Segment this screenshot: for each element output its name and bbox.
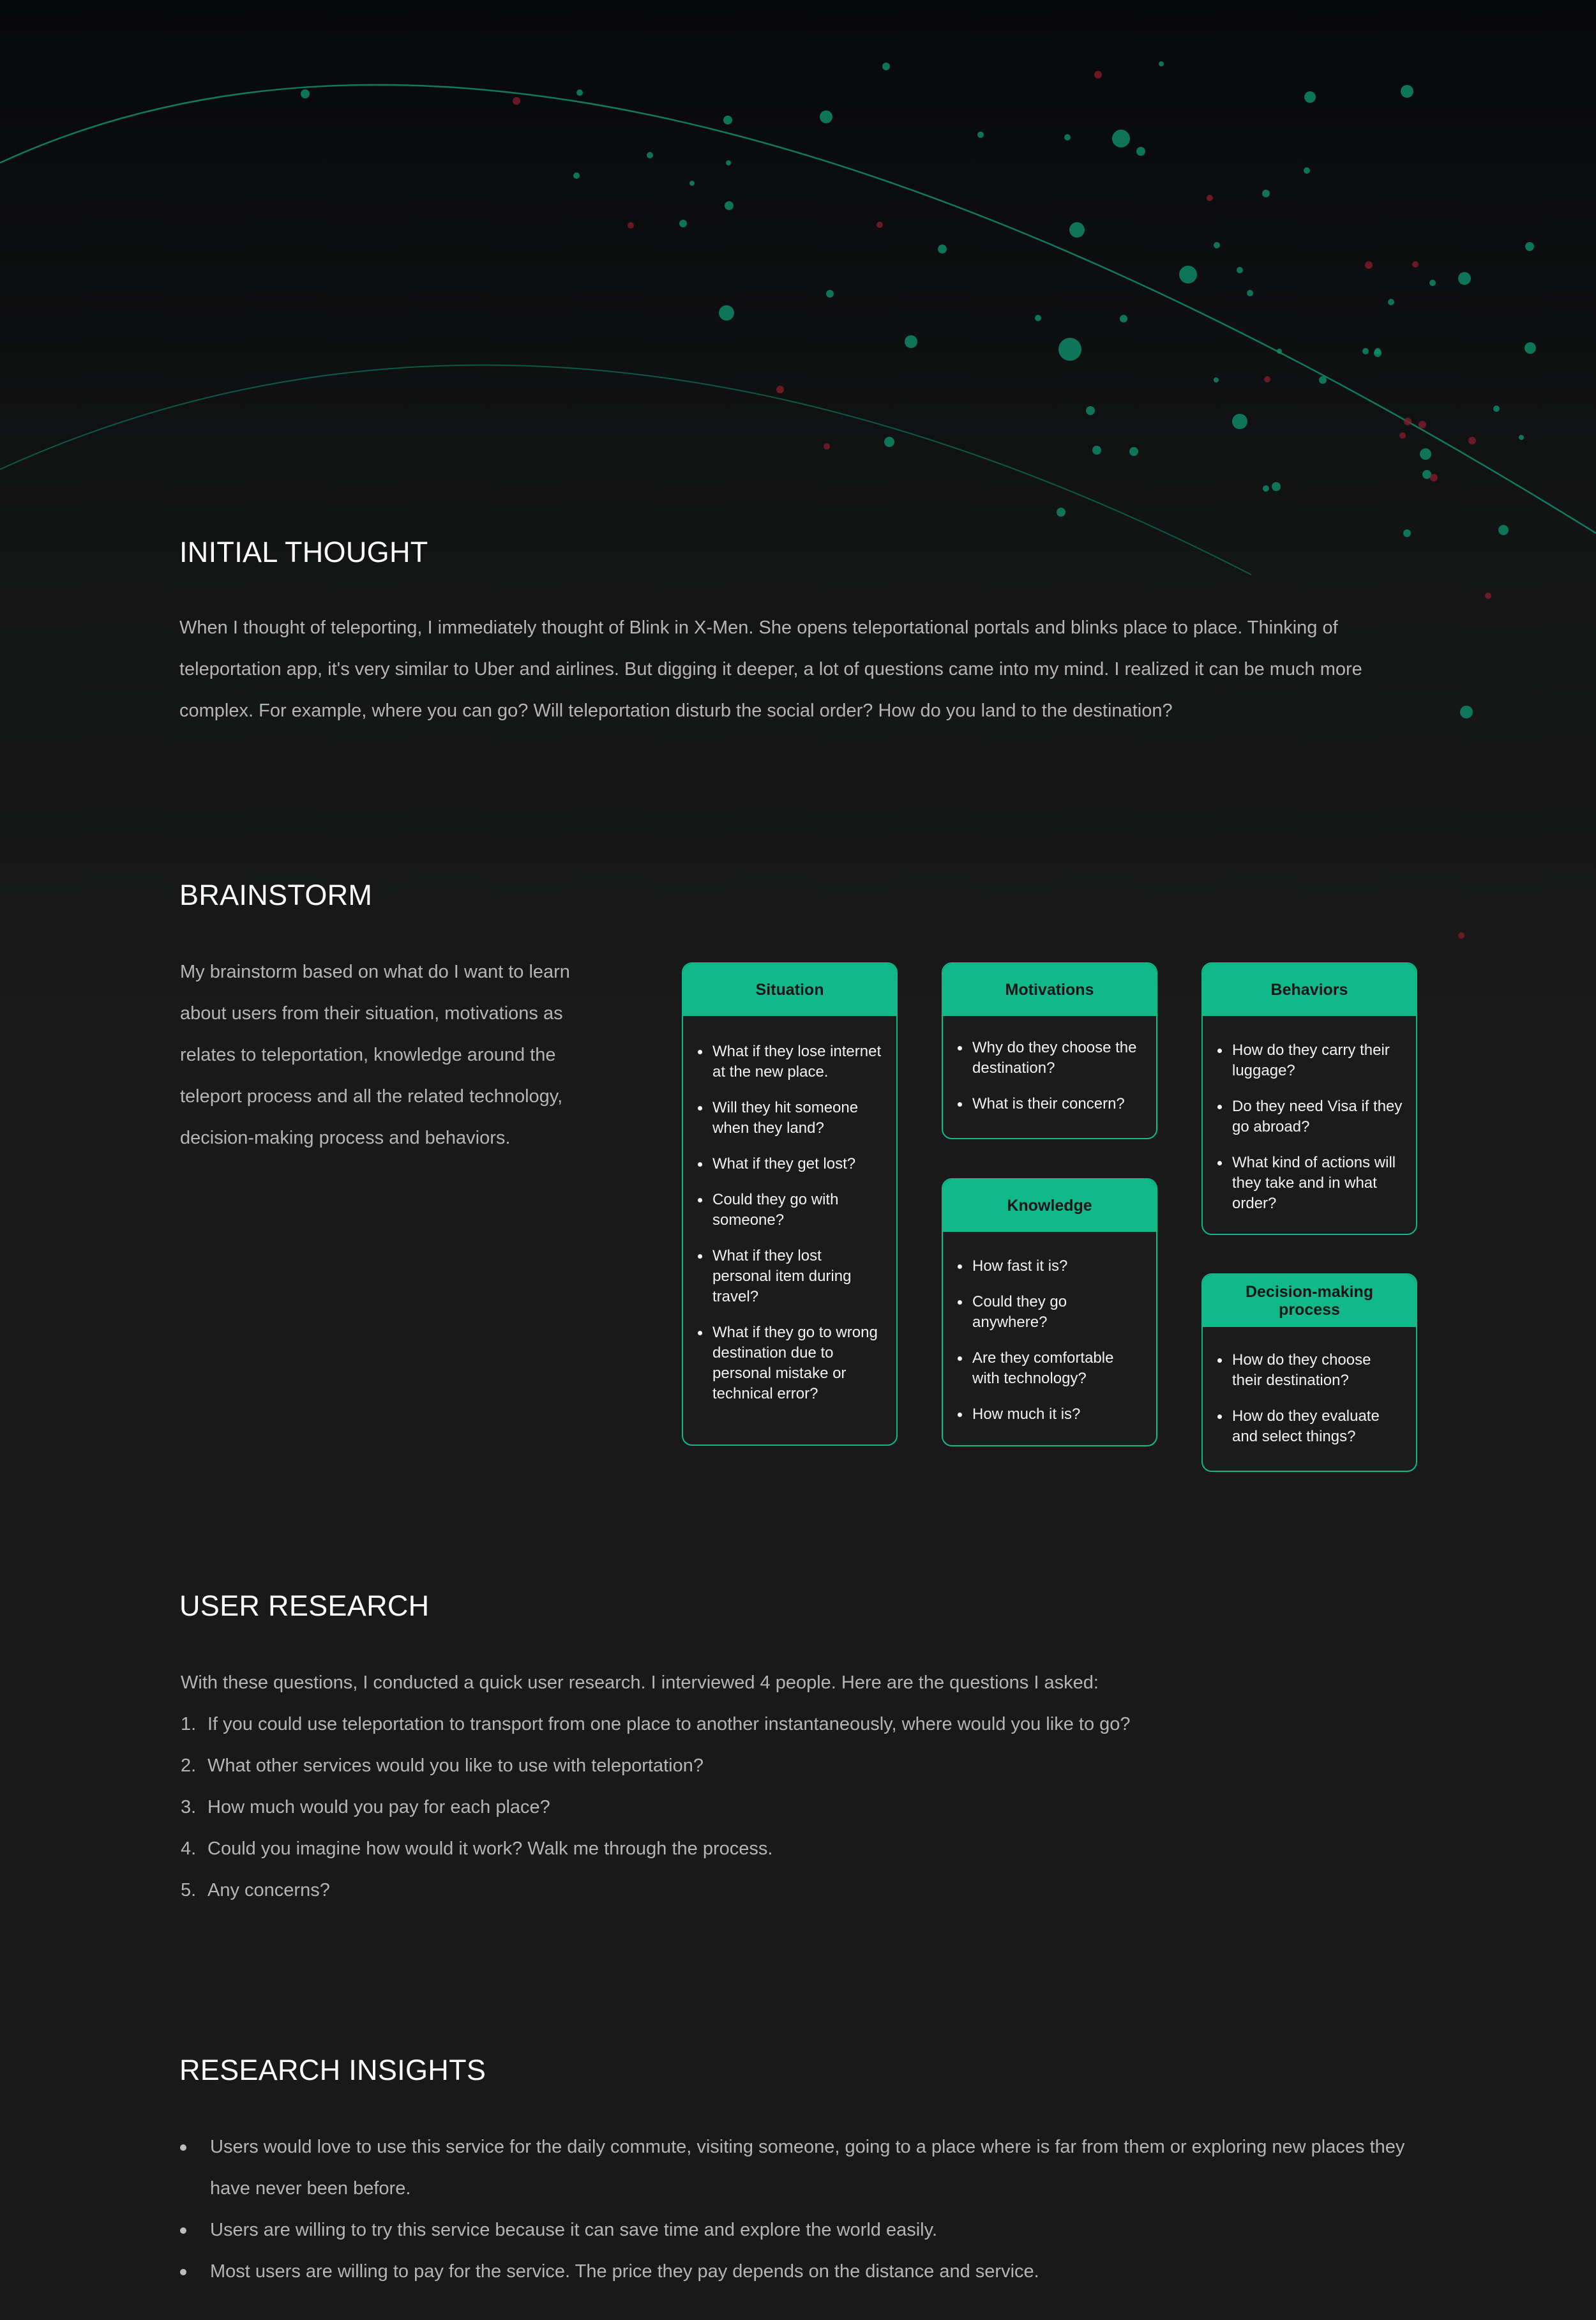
list-item: Will they hit someone when they land? (712, 1098, 884, 1139)
particle-dot (1129, 447, 1138, 456)
particle-dot (882, 63, 890, 70)
list-item: How do they carry their luggage? (1232, 1040, 1403, 1081)
particle-dot (1304, 91, 1316, 103)
list-item: What if they go to wrong destination due to personal mistake or technical error? (712, 1323, 884, 1404)
particle-dot (1263, 485, 1269, 492)
particle-dot (1422, 470, 1431, 479)
list-item (181, 1828, 1419, 1870)
brainstorm-intro: My brainstorm based on what do I want to learn about users from their situation, motivations as relates to teleportation, knowledge around the teleport process and all the related technology, decision-making process and behaviors. (180, 962, 570, 1148)
particle-dot (1468, 437, 1476, 444)
particle-dot (1403, 529, 1411, 537)
particle-dot (877, 222, 883, 228)
particle-dot (1247, 290, 1253, 296)
list-item: How do they choose their destination? (1232, 1350, 1403, 1391)
particle-dot (719, 305, 734, 321)
list-item: How do they evaluate and select things? (1232, 1406, 1403, 1447)
particle-dot (1365, 261, 1373, 269)
card-knowledge (942, 1178, 1157, 1446)
particle-dot (1362, 348, 1369, 354)
particle-dot (820, 110, 832, 123)
question-number: 1. (181, 1714, 197, 1734)
card-motivations (942, 962, 1157, 1139)
list-item: What is their concern? (972, 1094, 1143, 1114)
particle-dot (1374, 348, 1381, 354)
card-behaviors-list (1203, 1016, 1416, 1214)
particle-dot (1458, 272, 1471, 285)
question-text: What other services would you like to use with teleportation? (207, 1755, 704, 1776)
user-research-intro: With these questions, I conducted a quick user research. I interviewed 4 people. Here are the questions I asked: (181, 1672, 1099, 1693)
particle-dot (1058, 338, 1081, 361)
particle-dot (1069, 222, 1085, 238)
initial-thought-title: INITIAL THOUGHT (179, 536, 428, 568)
list-item (181, 1870, 1419, 1911)
list-item: Why do they choose the destination? (972, 1038, 1143, 1079)
particle-dot (1086, 406, 1095, 415)
particle-dot (1277, 349, 1282, 354)
particle-dot (679, 220, 687, 227)
list-item: Could they go anywhere? (972, 1292, 1143, 1333)
list-item: Users are willing to try this service because it can save time and explore the world easily. (179, 2210, 1418, 2251)
initial-thought-body: When I thought of teleporting, I immediately thought of Blink in X-Men. She opens teleportational portals and blinks place to place. Thinking of teleportation app, it's very similar to Uber and airlines. But digging it deeper, a lot of questions came into my mind. I realized it can be much more complex. For example, where you can go? Will teleportation disturb the social order? How do you land to the destination? (179, 618, 1362, 721)
particle-dot (1460, 706, 1473, 718)
card-situation-title: Situation (683, 964, 896, 1016)
particle-dot (1429, 280, 1436, 286)
particle-dot (513, 97, 520, 105)
particle-dot (1498, 525, 1509, 535)
particle-dot (1237, 267, 1243, 273)
card-behaviors (1201, 962, 1417, 1235)
list-item (181, 1787, 1419, 1828)
question-text: Any concerns? (207, 1880, 330, 1900)
particle-dot (1430, 474, 1438, 481)
particle-dot (1525, 242, 1534, 251)
particle-dot (1404, 418, 1412, 425)
particle-dot (1388, 299, 1394, 305)
list-item: How much it is? (972, 1404, 1143, 1425)
card-knowledge-list (943, 1232, 1156, 1425)
particle-dot (1420, 448, 1431, 460)
particle-dot (628, 222, 634, 229)
particle-dot (1179, 266, 1197, 284)
card-situation (682, 962, 898, 1446)
particle-dot (905, 335, 917, 348)
particle-dot (824, 443, 830, 450)
research-insights-title: RESEARCH INSIGHTS (179, 2054, 486, 2086)
particle-dot (1524, 342, 1536, 354)
particle-dot (1035, 315, 1041, 321)
card-decision-making-title: Decision-making process (1203, 1275, 1416, 1327)
question-number: 2. (181, 1755, 197, 1776)
card-knowledge-title: Knowledge (943, 1179, 1156, 1232)
particle-dot (1232, 414, 1247, 429)
particle-dot (1304, 167, 1310, 174)
question-number: 4. (181, 1839, 197, 1859)
brainstorm-title: BRAINSTORM (179, 879, 373, 911)
list-item (181, 1745, 1419, 1787)
particle-dot (576, 89, 583, 96)
card-decision-making (1201, 1273, 1417, 1472)
particle-dot (1207, 195, 1213, 201)
particle-dot (1064, 134, 1071, 140)
particle-dot (1401, 85, 1413, 98)
card-motivations-title: Motivations (943, 964, 1156, 1016)
particle-dot (1214, 242, 1220, 248)
particle-dot (1458, 932, 1464, 939)
list-item: Users would love to use this service for the daily commute, visiting someone, going to a place where is far from them or exploring new places they have never been before. (179, 2127, 1418, 2210)
particle-dot (1262, 190, 1270, 197)
particle-dot (826, 290, 834, 298)
particle-dot (726, 160, 731, 165)
list-item: Could they go with someone? (712, 1190, 884, 1231)
particle-dot (884, 437, 894, 447)
card-behaviors-title: Behaviors (1203, 964, 1416, 1016)
particle-dot (1136, 147, 1145, 156)
particle-dot (1319, 376, 1327, 384)
user-research-title: USER RESEARCH (179, 1589, 430, 1622)
particle-dot (1092, 446, 1101, 455)
list-item: What if they lose internet at the new place. (712, 1042, 884, 1082)
particle-dot (977, 132, 984, 138)
particle-dot (1159, 61, 1164, 66)
list-item: How fast it is? (972, 1256, 1143, 1277)
hero-background-graphic (0, 0, 1596, 1022)
question-text: How much would you pay for each place? (207, 1797, 550, 1817)
question-number: 5. (181, 1880, 197, 1900)
particle-dot (689, 181, 695, 186)
list-item: What kind of actions will they take and in what order? (1232, 1153, 1403, 1214)
question-text: Could you imagine how would it work? Walk me through the process. (207, 1839, 773, 1859)
particle-dot (776, 386, 784, 393)
particle-dot (725, 201, 734, 210)
particle-dot (1519, 435, 1524, 440)
particle-dot (647, 152, 653, 158)
list-item (181, 1704, 1419, 1745)
particle-dot (1485, 593, 1491, 599)
particle-dot (1120, 315, 1127, 322)
card-motivations-list (943, 1016, 1156, 1114)
particle-dot (1412, 261, 1419, 268)
particle-dot (938, 245, 947, 254)
particle-dot (1399, 432, 1406, 439)
particle-dot (1272, 482, 1281, 491)
particle-dot (1264, 376, 1270, 383)
question-text: If you could use teleportation to transport from one place to another instantaneously, where would you like to go? (207, 1714, 1131, 1734)
list-item: Do they need Visa if they go abroad? (1232, 1096, 1403, 1137)
particle-dot (723, 116, 732, 125)
particle-dot (301, 89, 310, 98)
particle-dot (1112, 130, 1130, 148)
card-situation-list (683, 1016, 896, 1404)
list-item: Most users are willing to pay for the service. The price they pay depends on the distance and service. (179, 2251, 1418, 2293)
particle-dot (1419, 421, 1426, 428)
list-item: What if they get lost? (712, 1154, 884, 1174)
particle-dot (1493, 406, 1500, 412)
interview-questions-list (181, 1704, 1419, 1911)
research-insights-list (179, 2127, 1418, 2293)
particle-dot (1094, 71, 1102, 79)
question-number: 3. (181, 1797, 197, 1817)
list-item: What if they lost personal item during travel? (712, 1246, 884, 1307)
list-item: Are they comfortable with technology? (972, 1348, 1143, 1389)
particle-dot (573, 172, 580, 179)
particle-dot (1214, 377, 1219, 383)
particle-dot (1057, 508, 1065, 517)
card-decision-making-list (1203, 1327, 1416, 1447)
